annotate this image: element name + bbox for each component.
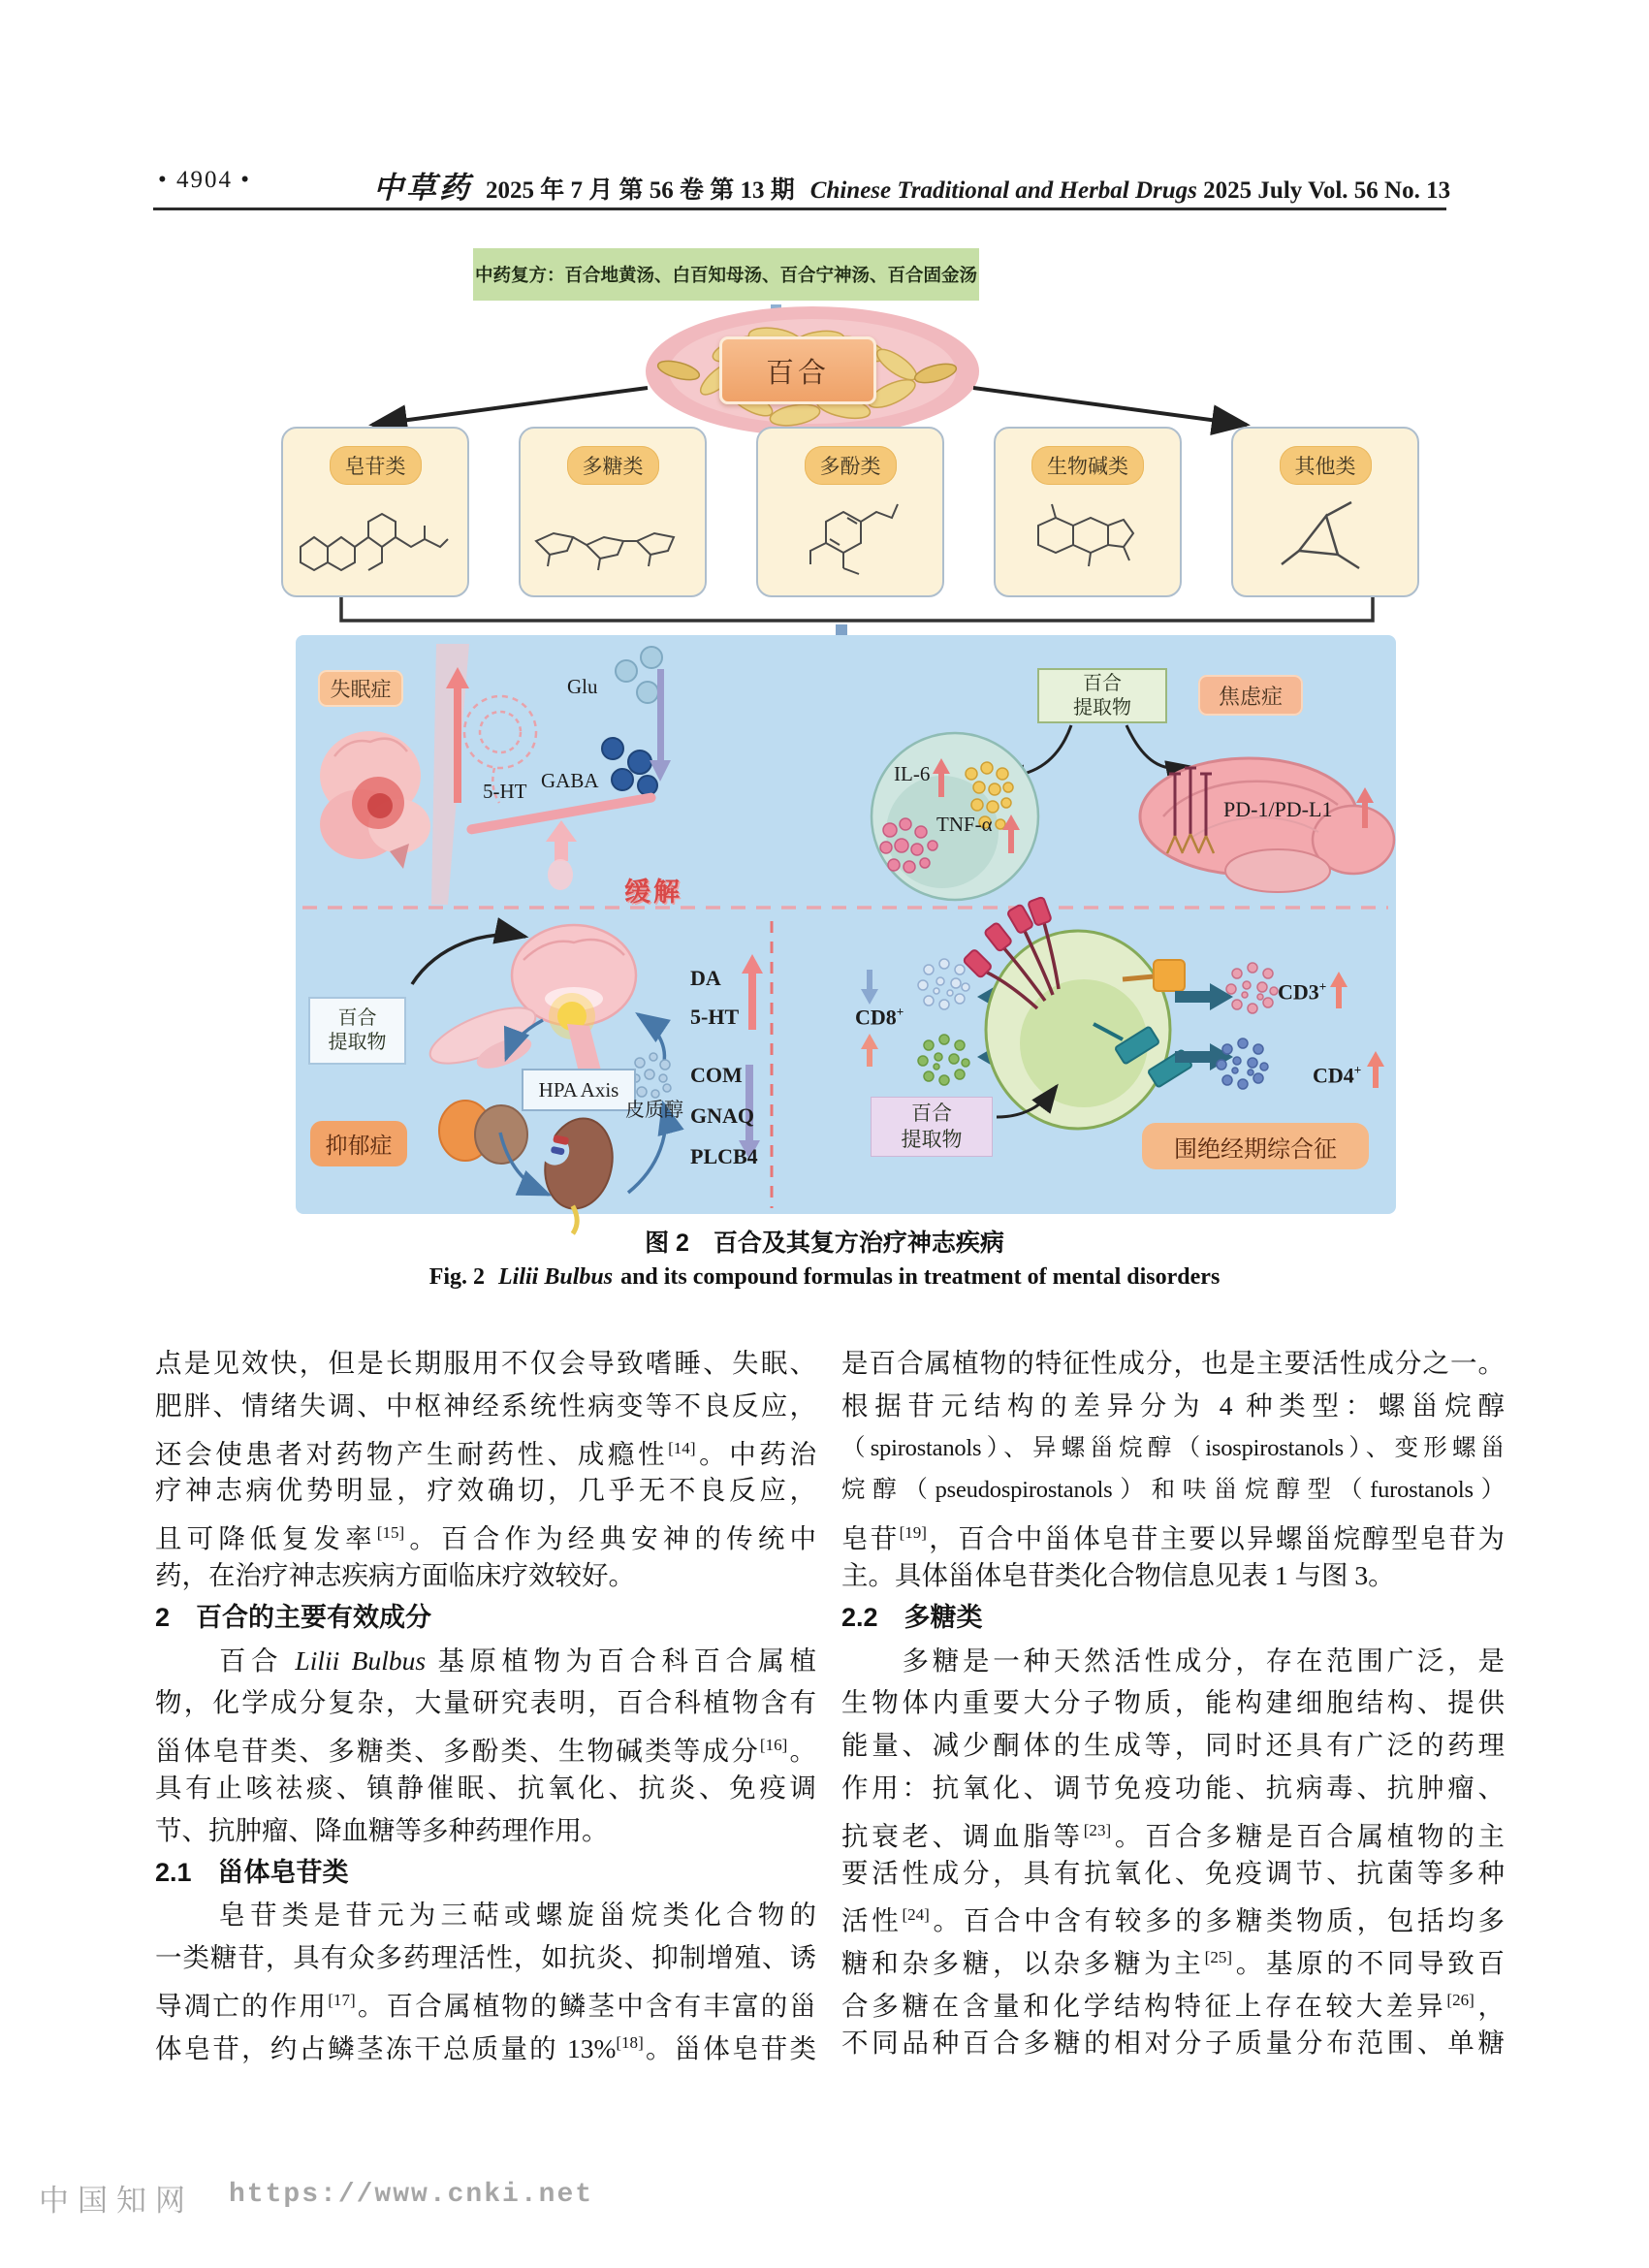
- il6-label: IL-6: [894, 762, 931, 785]
- formula-list-box: 中药复方：百合地黄汤、白百知母汤、百合宁神汤、百合固金汤: [473, 248, 979, 301]
- body-text-line: 烷醇（pseudospirostanols）和呋甾烷醇型（furostanols）: [841, 1477, 1505, 1504]
- body-text-line: 多糖是一种天然活性成分，存在范围广泛，是: [841, 1645, 1505, 1676]
- gnaq-label: GNAQ: [690, 1103, 754, 1128]
- category-label: 多酚类: [805, 446, 897, 485]
- body-text-line: 主。具体甾体皂苷类化合物信息见表 1 与图 3。: [841, 1559, 1395, 1590]
- body-text-line: 肥胖、情绪失调、中枢神经系统性病变等不良反应，: [155, 1390, 816, 1421]
- category-label: 多糖类: [567, 446, 659, 485]
- body-text-line: 皂苷类是苷元为三萜或螺旋甾烷类化合物的: [155, 1900, 816, 1931]
- body-text-line: 体皂苷，约占鳞茎冻干总质量的 13%[18]。甾体皂苷类: [155, 2032, 816, 2063]
- figure-caption-cn: 图 2 百合及其复方治疗神志疾病: [645, 1230, 1004, 1257]
- body-text-line: 导凋亡的作用[17]。百合属植物的鳞茎中含有丰富的甾: [155, 1990, 816, 2022]
- serotonin-label: 5-HT: [483, 780, 527, 803]
- serotonin2-label: 5-HT: [690, 1005, 740, 1029]
- relief-label: 缓解: [624, 878, 682, 907]
- chemical-structure-sketch: [1005, 491, 1170, 583]
- body-text-line: 能量、减少酮体的生成等，同时还具有广泛的药理: [841, 1730, 1505, 1761]
- chemical-structure-sketch: [1243, 491, 1408, 583]
- chemical-structure-sketch: [768, 491, 933, 583]
- cd3-label: CD3+: [1278, 979, 1327, 1005]
- category-card-alkaloids: [994, 427, 1182, 597]
- body-text-line: 生物体内重要大分子物质，能构建细胞结构、提供: [841, 1687, 1505, 1718]
- cd4-label: CD4+: [1313, 1063, 1362, 1088]
- caption-latin-name: Lilii Bulbus: [498, 1264, 614, 1290]
- category-label: 其他类: [1280, 446, 1372, 485]
- arrow-herb-to-left: [372, 388, 648, 425]
- caption-fig-label: Fig. 2: [428, 1264, 486, 1290]
- body-text-line: 合多糖在含量和化学结构特征上存在较大差异[26]，: [841, 1990, 1505, 2022]
- tnf-alpha-label: TNF-α: [936, 813, 993, 836]
- gaba-label: GABA: [541, 769, 599, 792]
- body-text-line: 疗神志病优势明显，疗效确切，几乎无不良反应，: [155, 1475, 816, 1506]
- issue-info-en: 2025 July Vol. 56 No. 13: [1196, 177, 1451, 204]
- chemical-structure-sketch: [293, 491, 458, 583]
- body-text-line: 节、抗肿瘤、降血糖等多种药理作用。: [155, 1814, 609, 1845]
- body-text-line: 且可降低复发率[15]。百合作为经典安神的传统中: [155, 1523, 816, 1554]
- body-text-line: （spirostanols）、异螺甾烷醇（isospirostanols）、变形螺甾: [841, 1434, 1505, 1461]
- body-text-line: 物，化学成分复杂，大量研究表明，百合科植物含有: [155, 1687, 816, 1718]
- body-text-line: 是百合属植物的特征性成分，也是主要活性成分之一。: [841, 1348, 1505, 1378]
- category-card-polyphenols: [756, 427, 944, 597]
- category-bracket: [341, 597, 1373, 621]
- body-text-line: 作用：抗氧化、调节免疫功能、抗病毒、抗肿瘤、: [841, 1772, 1505, 1803]
- glu-label: Glu: [567, 675, 598, 698]
- body-text-line: 百合 Lilii Bulbus 基原植物为百合科百合属植: [155, 1645, 816, 1676]
- com-label: COM: [690, 1063, 743, 1087]
- lily-extract-box-depression: 百合 提取物: [308, 997, 406, 1065]
- category-card-saponins: [281, 427, 469, 597]
- cortisol-label: 皮质醇: [625, 1100, 683, 1121]
- section-heading: 2 百合的主要有效成分: [155, 1602, 432, 1632]
- body-text-line: 一类糖苷，具有众多药理活性，如抗炎、抑制增殖、诱: [155, 1942, 816, 1973]
- cnki-watermark-url: https://www.cnki.net: [229, 2180, 594, 2210]
- lily-extract-box-menopause: 百合 提取物: [871, 1097, 993, 1157]
- depression-label: 抑郁症: [310, 1121, 407, 1166]
- anxiety-label: 焦虑症: [1198, 675, 1303, 716]
- page-number: • 4904 •: [158, 167, 252, 193]
- body-text-line: 活性[24]。百合中含有较多的多糖类物质，包括均多: [841, 1905, 1505, 1936]
- body-text-line: 糖和杂多糖，以杂多糖为主[25]。基原的不同导致百: [841, 1948, 1505, 1979]
- menopause-label: 围绝经期综合征: [1142, 1123, 1369, 1169]
- body-text-line: 点是见效快，但是长期服用不仅会导致嗜睡、失眠、: [155, 1348, 816, 1378]
- journal-name-en: Chinese Traditional and Herbal Drugs 2025 July Vol. 56 No. 13: [809, 177, 1451, 204]
- da-label: DA: [690, 966, 721, 990]
- body-text-line: 不同品种百合多糖的相对分子质量分布范围、单糖: [841, 2027, 1505, 2058]
- category-card-others: [1231, 427, 1419, 597]
- cd8-label: CD8+: [855, 1005, 904, 1030]
- body-text-line: 根据苷元结构的差异分为 4 种类型：螺甾烷醇: [841, 1390, 1505, 1421]
- section-heading: 2.1 甾体皂苷类: [155, 1857, 349, 1887]
- issue-info-cn: 2025 年 7 月 第 56 卷 第 13 期: [486, 177, 795, 204]
- section-heading: 2.2 多糖类: [841, 1602, 983, 1632]
- category-label: 皂苷类: [330, 446, 422, 485]
- body-text-line: 皂苷[19]，百合中甾体皂苷主要以异螺甾烷醇型皂苷为: [841, 1523, 1505, 1554]
- body-text-line: 抗衰老、调血脂等[23]。百合多糖是百合属植物的主: [841, 1820, 1505, 1851]
- caption-en-rest: and its compound formulas in treatment of mental disorders: [620, 1264, 1221, 1290]
- pd1-pdl1-label: PD-1/PD-L1: [1223, 797, 1333, 821]
- lily-extract-box-top: 百合 提取物: [1037, 668, 1167, 723]
- hpa-axis-box: HPA Axis: [522, 1069, 636, 1111]
- category-card-polysaccharides: [519, 427, 707, 597]
- plcb4-label: PLCB4: [690, 1144, 758, 1168]
- body-text-line: 甾体皂苷类、多糖类、多酚类、生物碱类等成分[16]。: [155, 1736, 816, 1767]
- journal-name-cn: 中草药: [373, 171, 472, 205]
- body-text-line: 要活性成分，具有抗氧化、免疫调节、抗菌等多种: [841, 1857, 1505, 1888]
- body-text-line: 具有止咳祛痰、镇静催眠、抗氧化、抗炎、免疫调: [155, 1772, 816, 1803]
- body-text-line: 药，在治疗神志疾病方面临床疗效较好。: [155, 1559, 635, 1590]
- arrow-herb-to-right: [973, 388, 1247, 425]
- body-text-line: 还会使患者对药物产生耐药性、成瘾性[14]。中药治: [155, 1438, 816, 1469]
- cnki-watermark-cn: 中国知网: [39, 2184, 194, 2218]
- category-label: 生物碱类: [1031, 446, 1144, 485]
- herb-name-box: 百合: [719, 336, 876, 404]
- chemical-structure-sketch: [530, 491, 695, 583]
- insomnia-label: 失眠症: [318, 670, 403, 707]
